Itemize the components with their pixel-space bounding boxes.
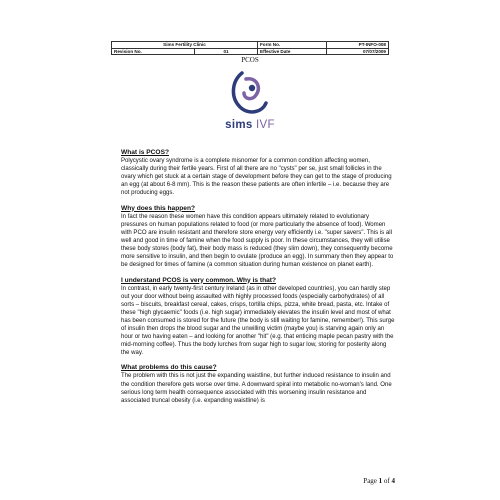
section-body-problems: The problem with this is not just the expanding waistline, but further induced resistance to insulin and the condition therefore gets worse over time. A downward spiral into metabolic no-woman's land. One serious long term health consequence associated with this worsening insulin resistance and associated truncal obesity (i.e. expanding waistline) is (121, 373, 392, 404)
document-body (121, 148, 396, 411)
brand-part-sims: sims (225, 119, 253, 131)
revision-label: Revision No. (112, 48, 195, 55)
clinic-name: Sims Fertility Clinic (112, 42, 258, 49)
brand-part-ivf: IVF (252, 119, 275, 131)
section-heading-common: I understand PCOS is very common. Why is that? (121, 276, 276, 284)
section-heading-problems: What problems do this cause? (121, 364, 217, 372)
effective-date-value: 07/07/2009 (327, 48, 389, 55)
page-number (363, 477, 395, 485)
form-no-label: Form No. (258, 42, 327, 49)
section-body-common: In contrast, in early twenty-first century Ireland (as in other developed countries), you can hardly step out your door without being assaulted with highly processed foods (especially carbohydrates) of all sorts – biscuits, breakfast cereal, cakes, crisps, tortilla chips, pizza, white bread, pasta, etc. Intake of these "high glycaemic" foods (i.e. high sugar) immediately elevates the insulin level and most of what has been consumed is stored for the future (the body is still waiting for famine, remember!). This surge of insulin then drops the blood sugar and the unwilling victim (maybe you) is starving again only an hour or two having eaten – and looking for another "hit" (e.g. that enticing maple pecan pastry with the mid-morning coffee). Thus the body lurches from sugar high to sugar low, storing for posterity along the way. (121, 285, 395, 356)
section-body-what-is-pcos: Polycystic ovary syndrome is a complete misnomer for a common condition affecting women, classically during their fertile years. First of all there are no "cysts" per se, just small follicles in the ovary which get stuck at a certain stage of development before they can get to the stage of producing an egg (at about 6-8 mm). This is the reason these patients are often infertile – i.e. because they are not producing eggs. (121, 158, 392, 197)
page-of-word: of (382, 477, 392, 485)
section-heading-what-is-pcos: What is PCOS? (121, 149, 169, 156)
section-heading-why: Why does this happen? (121, 204, 195, 212)
page-word: Page (363, 477, 379, 485)
document-title: PCOS (241, 56, 259, 64)
section-body-why: In fact the reason these women have this condition appears ultimately related to evolutionary pressures on human populations related to food (or more particularly the absence of food). Women with PCO are insulin resistant and therefore store energy very efficiently i.e. "super savers". This is all well and good in time of famine when the food supply is poor. In these circumstances, they will utilise these body stores (body fat), their body mass is reduced (they slim down), they consequently become more sensitive to insulin, and then begin to ovulate (produce an egg). In summary then they appear to be designed for times of famine (a common situation during human existence on planet earth). (121, 213, 394, 269)
form-header-table (111, 41, 389, 55)
brand-wordmark (0, 119, 500, 131)
page-total: 4 (391, 477, 395, 485)
revision-value: 01 (195, 48, 258, 55)
form-no-value: PT-INFO-008 (327, 42, 389, 49)
page-current: 1 (378, 477, 383, 485)
effective-date-label: Effective Date (258, 48, 327, 55)
